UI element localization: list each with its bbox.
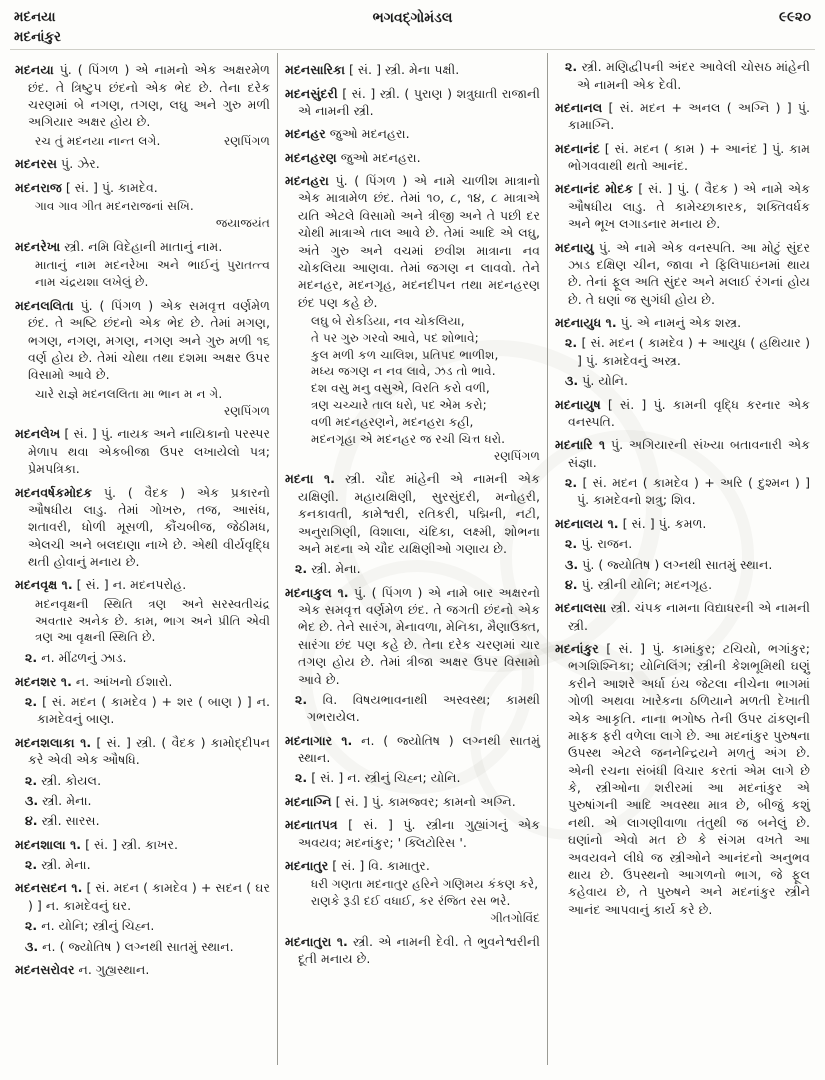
entry-sense: ૨. સ્ત્રી. મેના. [295, 561, 361, 577]
headword: મદનસરોવર [15, 961, 75, 977]
headword: મદનાયુ [555, 239, 594, 255]
dictionary-entry: મદના ૧. સ્ત્રી. ચૌદ માંહેની એ નામની એક યક્ષિણી. મહાયક્ષિણી, સુરસુંદરી, મનોહરી, કનકાવતી, કામેશ્વરી, રતિકરી, પદ્મિની, નટી, અનુરાગિણી, વિશાલા, ચંદિકા, લક્ષ્મી, શોભના અને મદના એ ચૌદ યક્ષિણીઓ ગણાય છે. [285, 471, 540, 556]
quote-text: ગાવ ગાવ ગીત મદનરાજનાં સખિ. [35, 199, 194, 214]
headword: મદનહર [285, 126, 326, 142]
sense-number: ૨. [25, 772, 38, 788]
verse-line: દશ વસુ મનુ વસુએ, વિરતિ કરો વળી, [311, 381, 490, 396]
sense-number: ૨. [295, 561, 308, 577]
entry-sense: ૨. ન. મીંઢળનું ઝાડ. [25, 650, 127, 666]
dictionary-entry: મદનશલાકા ૧. [ સં. ] સ્ત્રી. ( વૈદક ) કામોદ્દીપન કરે એવી એક ઔષધિ. [15, 734, 270, 768]
dictionary-entry: મદનાયુધ ૧. પું. એ નામનું એક શસ્ત્ર. [555, 315, 742, 330]
headword: મદનાગ્નિ [285, 793, 332, 809]
sense-number: ૨. [565, 335, 578, 351]
dictionary-entry: મદનસારિકા [ સં. ] સ્ત્રી. મેના પક્ષી. [285, 62, 460, 78]
dictionary-entry: મદનાંકુર [ સં. ] પું. કામાંકુર; ટચિયો, ભગાંકુર; ભગશિશ્નિકા; યોનિલિંગ; સ્ત્રીની કેશભૂમિથી ઘણું કરીને આશરે અર્ધા ઇંચ જેટલા નીચેના ભાગમાં ગોળી અથવા ખારેકના ઠળિયાને મળતી દેખાતી એક આકૃતિ. નાના ભગોષ્ઠ તેની ઉપર ઢાંકણની માફક ફરી વળેલા લાગે છે. આ મદનાંકુર પુરુષના ઉપસ્થ એટલે જનનેન્દ્રિયને મળતું અંગ છે. એની રચના સંબંધી વિચાર કરતાં એમ લાગે છે કે, સ્ત્રીઓના શરીરમાં આ મદનાંકુર એ પુરુષાંગની આદિ અવસ્થા માત્ર છે, બીજું કશું નથી. એ લાગણીવાળા તંતુથી જ બનેલું છે. ઘણાંનો એવો મત છે કે સંગમ વખતે આ અવયવને લીધે જ સ્ત્રીઓને આનંદનો અનુભવ થાય છે. ઉપસ્થનો આગળનો ભાગ, જે ફૂલ કહેવાય છે, તે પુરુષને અને મદનાંકુર સ્ત્રીને આનંદ આપવાનું કાર્ય કરે છે. [555, 641, 810, 917]
entry-sense: ૨. વિ. વિષયભાવનાથી અસ્વસ્થ; કામથી ગભરાયેલ. [295, 691, 540, 725]
dictionary-entry: મદનહરણ જુઓ મદનહરા. [285, 149, 421, 165]
column-3 [547, 53, 817, 1065]
headword: મદનલલિતા [15, 297, 74, 313]
headword: મદનવર્ષકમોદક [15, 484, 93, 500]
headword: મદનરસ [15, 156, 58, 172]
guide-word-top: મદનયા [14, 9, 56, 25]
dictionary-entry: મદનાલસા સ્ત્રી. ચંપક નામના વિદ્યાધરની એ નામની સ્ત્રી. [555, 600, 810, 633]
dictionary-entry: મદનસદન ૧. [ સં. મદન ( કામદેવ ) + સદન ( ઘર ) ] ન. કામદેવનું ઘર. [15, 880, 270, 913]
dictionary-entry: મદનાતપત્ર [ સં. ] પું. સ્ત્રીના ગુહ્યાંગનું એક અવયવ; મદનાંકુર; ' ક્લિટોરિસ '. [285, 817, 540, 850]
entry-sense: ૨. સ્ત્રી. મણિદ્વીપની અંદર આવેલી ચોસઠ માંહેની એ નામની એક દેવી. [565, 59, 810, 92]
headword: મદનાનંદ [555, 140, 600, 156]
page-header [0, 0, 825, 47]
citation-source: જયાજયંત [215, 216, 270, 231]
quote-text: ચારે રાજ્ઞે મદનલલિતા મા ભાન મ ન ગે. [35, 386, 223, 401]
dictionary-entry: મદનાયુ પું. એ નામે એક વનસ્પતિ. આ મોટું સુંદર ઝાડ દક્ષિણ ચીન, જાવા ને ફિલિપાઇનમાં થાય છે. તેનાં ફૂલ અતિ સુંદર અને મલાઈ રંગનાં હોય છે. તે ઘણાં જ સુગંધી હોય છે. [555, 239, 810, 307]
sense-number: ૪. [25, 813, 38, 829]
headword: મદના ૧. [285, 471, 335, 487]
verse-line: કુલ મળી કળ ચાલિશ, પ્રતિપદ ભાળીશ, [311, 347, 499, 362]
headword: મદનાનંદ મોદક [555, 181, 634, 197]
sense-number: ૨. [295, 691, 308, 707]
entry-sense: ૨. [ સં. ] ન. સ્ત્રીનું ચિહ્ન; યોનિ. [295, 770, 461, 786]
citation-source: ગીતગોવિંદ [490, 910, 540, 925]
sense-number: ૩. [25, 938, 39, 954]
quote-text: માતાનું નામ મદનરેખા અને ભાઈનું નામ ચંદ્રયશા લખેલું છે. [35, 258, 219, 290]
headword: મદનાકુલ ૧. [285, 584, 349, 600]
dictionary-entry: મદનાકુલ ૧. પું. ( પિંગળ ) એ નામે બાર અક્ષરનો એક સમવૃત્ત વર્ણમેળ છંદ. તે જગતી છંદનો એક ભેદ છે. તેને સારંગ, મેનાવળા, મેનિકા, મૈણાઉક્ત, સારંગા છંદ પણ કહે છે. તેના દરેક ચરણમાં ચાર તગણ હોય છે. તેમાં ત્રીજા અક્ષર ઉપર વિસામો આવે છે. [285, 584, 540, 687]
headword: મદનવૃક્ષ ૧. [15, 577, 73, 593]
headword: મદનાલસા [555, 600, 607, 616]
headword: મદનહરણ [285, 149, 337, 165]
headword: મદનાતુરા ૧. [285, 933, 348, 949]
dictionary-entry: મદનલલિતા પું. ( પિંગળ ) એક સમવૃત્ત વર્ણમેળ છંદ. તે અષ્ટિ છંદનો એક ભેદ છે. તેમાં મગણ, ભગણ, નગણ, મગણ, નગણ અને ગુરુ મળી ૧૬ વર્ણ હોય છે. તેમાં ચોથા તથા દશમા અક્ષર ઉપર વિસામો આવે છે. [15, 297, 270, 383]
verse-line: મદનગૃહા એ મદનહર જ રચી ચિત્ત ધરો. [311, 431, 506, 446]
entry-sense: ૩. ન. ( જ્યોતિષ ) લગ્નથી સાતમું સ્થાન. [25, 938, 234, 954]
quote-text: મદનવૃક્ષની સ્થિતિ ત્રણ અને અવતાર અનેક છે. કામ, ભાગ અને પ્રીતિ એવી ત્રણ આ વૃક્ષની સ્થિતિ છે. [35, 596, 270, 645]
sense-number: ૨. [565, 59, 578, 75]
headword: મદનાયુષ [555, 396, 601, 412]
dictionary-entry: મદનાગ્નિ [ સં. ] પું. કામજ્વર; કામનો અગ્નિ. [285, 793, 516, 809]
dictionary-entry: મદનયા પું. ( પિંગળ ) એ નામનો એક અક્ષરમેળ છંદ. તે ત્રિષ્ટુપ છંદનો એક ભેદ છે. તેના દરેક ચરણમાં બે નગણ, તગણ, લઘુ અને ગુરુ મળી અગિયાર અક્ષર હોય છે. [15, 62, 270, 130]
dictionary-entry: મદનરેખા સ્ત્રી. નમિ વિદેહાની માતાનું નામ. [15, 238, 223, 254]
dictionary-entry: મદનાનંદ મોદક [ સં. ] પું. ( વૈદક ) એ નામે એક ઔષધીય લાડુ. તે કામેચ્છાકારક, શક્તિવર્ધક અને ભૂખ લગાડનાર મનાય છે. [555, 181, 810, 232]
sense-number: ૨. [25, 694, 38, 710]
dictionary-entry: મદનાનંદ [ સં. મદન ( કામ ) + આનંદ ] પું. કામ ભોગવવાથી થતો આનંદ. [555, 140, 810, 173]
entry-sense: ૨. સ્ત્રી. મેના. [25, 857, 91, 873]
entry-sense: ૨. [ સં. મદન ( કામદેવ ) + અરિ ( દુશ્મન ) ] પું. કામદેવનો શત્રુ; શિવ. [565, 475, 810, 508]
citation-quote [35, 386, 270, 403]
headword: મદનલેખ [15, 426, 61, 442]
headword: મદનહરા [285, 173, 329, 188]
dictionary-entry: મદનાતુર [ સં. ] વિ. કામાતુર. [285, 857, 430, 873]
dictionary-entry: મદનસરોવર ન. ગુહ્યસ્થાન. [15, 961, 150, 977]
verse-line: વળી મદનહરણને, મદનહરા કહી, [311, 414, 474, 429]
sense-number: ૩. [565, 373, 579, 389]
verse-line: ધરી ગણતા મદનાતુર હરિને ગણિમય કંકણ કરે, [311, 877, 539, 892]
dictionary-entry: મદનવર્ષકમોદક પું. ( વૈદક ) એક પ્રકારનો ઔષધીય લાડુ. તેમાં ગોખરુ, તજ, આસંધ, શતાવરી, ધોળી મૂસળી, કૌંચબીજ, જેઠીમધ, એલચી અને બલદાણા નાખે છે. એથી વીર્યવૃદ્ધિ થતી હોવાનું મનાય છે. [15, 484, 270, 570]
headword: મદનશાલા ૧. [15, 836, 82, 852]
headword: મદનસારિકા [285, 62, 345, 78]
sense-number: ૪. [565, 576, 578, 592]
column-2 [277, 53, 547, 1065]
citation-quote [35, 198, 270, 215]
entry-sense: ૩. પું. યોનિ. [565, 373, 629, 389]
citation-quote [35, 596, 270, 646]
verse-line: ત્રણ ચચ્ચારે તાલ ધરો, પદ એમ કરો; [311, 398, 487, 413]
dictionary-entry: મદનરસ પું. ઝેર. [15, 156, 100, 172]
headword: મદનાતપત્ર [285, 817, 338, 833]
verse-block [285, 313, 540, 448]
headword: મદનશલાકા ૧. [15, 734, 92, 750]
headword: મદનસુંદરી [285, 85, 338, 101]
guide-words [14, 8, 214, 47]
headword: મદનાતુર [285, 857, 329, 873]
verse-line: તે પર ગુરુ ગરવો આવે, પદ શોભાવે; [311, 330, 479, 345]
dictionary-entry: મદનવૃક્ષ ૧. [ સં. ] ન. મદનપરોહ. [15, 577, 187, 593]
verse-line: રાણકે રૂડી દઈ વધાઈ, કર રંજિત રસ ભરે. [311, 894, 511, 909]
dictionary-entry: મદનહર જુઓ મદનહરા. [285, 126, 410, 142]
text-columns [0, 50, 825, 1065]
sense-number: ૨. [295, 770, 308, 786]
dictionary-entry: મદનલેખ [ સં. ] પું. નાયક અને નાયિકાનો પરસ્પર મેળાપ થવા એકબીજા ઉપર લખાયેલો પત્ર; પ્રેમપત્રિકા. [15, 426, 270, 477]
sense-number: ૩. [25, 792, 39, 808]
dictionary-entry: મદનશાલા ૧. [ સં. ] સ્ત્રી. કાખર. [15, 836, 178, 852]
headword: મદનાગાર ૧. [285, 732, 353, 748]
entry-sense: ૩. પું. ( જ્યોતિષ ) લગ્નથી સાતમું સ્થાન. [565, 556, 773, 572]
dictionary-entry: મદનાયુષ [ સં. ] પું. કામની વૃદ્ધિ કરનાર એક વનસ્પતિ. [555, 396, 810, 429]
entry-sense: ૩. સ્ત્રી. મેના. [25, 792, 92, 808]
citation-quote [35, 133, 270, 150]
entry-sense: ૨. [ સં. મદન ( કામદેવ ) + આયુધ ( હથિયાર ) ] પું. કામદેવનું અસ્ત્ર. [565, 335, 810, 368]
verse-line: મધ્ય જગણ ન નવ લાવે, ઝડ તો ભાવે. [311, 364, 496, 379]
headword: મદનશર ૧. [15, 673, 72, 689]
citation-source: રણપિંગળ [494, 448, 540, 463]
sense-number: ૩. [565, 556, 579, 572]
book-title: ભગવદ્ગોમંડલ [372, 10, 453, 26]
headword: મદનાનલ [555, 99, 603, 115]
entry-sense: ૨. પું. રાજન. [565, 536, 633, 552]
headword: મદનાંકુર [555, 641, 599, 656]
page-number: ૯૯૨૦ [778, 9, 811, 25]
verse-line: લઘુ બે રોકડિયા, નવ ચોકલિયા, [311, 314, 465, 328]
sense-number: ૨. [25, 857, 38, 873]
dictionary-entry: મદનસુંદરી [ સં. ] સ્ત્રી. ( પુરાણ ) શત્રુઘાતી રાજાની એ નામની સ્ત્રી. [285, 85, 540, 118]
citation-source: પુરાતત્ત્વ [226, 258, 270, 273]
entry-sense: ૪. પું. સ્ત્રીની યોનિ; મદનગૃહ. [565, 576, 713, 592]
sense-number: ૨. [565, 536, 578, 552]
guide-word-bottom: મદનાંકુર [14, 28, 61, 45]
dictionary-entry: મદનશર ૧. ન. આંખનો ઈશારો. [15, 673, 173, 689]
verse-block [285, 876, 540, 910]
entry-sense: ૨. ન. યોનિ; સ્ત્રીનું ચિહ્ન. [25, 918, 155, 934]
sense-number: ૨. [25, 918, 38, 934]
citation-source: રણપિંગળ [224, 133, 270, 148]
headword: મદનયા [15, 62, 54, 78]
entry-sense: ૨. [ સં. મદન ( કામદેવ ) + શર ( બાણ ) ] ન. કામદેવનું બાણ. [25, 694, 270, 727]
dictionary-entry: મદનારિ ૧ પું. અગિયારની સંખ્યા બતાવનારી એક સંજ્ઞા. [555, 437, 810, 470]
dictionary-entry: મદનાતુરા ૧. સ્ત્રી. એ નામની દેવી. તે ભુવનેશ્વરીની દૂતી મનાય છે. [285, 933, 541, 967]
citation-quote [35, 257, 270, 291]
dictionary-entry: મદનાગાર ૧. ન. ( જ્યોતિષ ) લગ્નથી સાતમું સ્થાન. [285, 732, 540, 766]
column-1 [8, 53, 277, 1065]
headword: મદનાલય ૧. [555, 515, 619, 531]
citation-source: રણપિંગળ [224, 403, 270, 418]
dictionary-entry: મદનાનલ [ સં. મદન + અનલ ( અગ્નિ ) ] પું. કામાગ્નિ. [555, 99, 810, 133]
headword: મદનારિ ૧ [555, 437, 606, 453]
entry-sense: ૪. સ્ત્રી. સારસ. [25, 813, 100, 829]
headword: મદનરાજ [15, 179, 62, 195]
citation-source: સરસ્વતીચંદ્ર [211, 596, 270, 611]
entry-sense: ૨. સ્ત્રી. કોયલ. [25, 772, 102, 788]
headword: મદનાયુધ ૧. [555, 315, 617, 330]
headword: મદનરેખા [15, 238, 61, 254]
sense-number: ૨. [565, 475, 578, 490]
dictionary-entry: મદનાલય ૧. [ સં. ] પું. કમળ. [555, 515, 707, 531]
quote-text: રચ તું મદનયા નાન્ત લગે. [35, 133, 161, 148]
sense-number: ૨. [25, 650, 38, 666]
dictionary-entry: મદનરાજ [ સં. ] પું. કામદેવ. [15, 179, 158, 195]
dictionary-entry: મદનહરા પું. ( પિંગળ ) એ નામે ચાળીશ માત્રાનો એક માત્રામેળ છંદ. તેમાં ૧૦, ૮, ૧૪, ૮ માત્રાએ યતિ એટલે વિસામો અને ત્રીજી અને તે પછી દર ચોથી માત્રાએ તાલ આવે છે. તેમાં આદિ એ લઘુ, અંતે ગુરુ અને વચમાં છવીશ માત્રાના નવ ચોકલિયા આણવા. તેમાં જગણ ન લાવવો. તેને મદનહર, મદનગૃહ, મદનદીપન તથા મદનહરણ છંદ પણ કહે છે. [285, 173, 540, 310]
headword: મદનસદન ૧. [15, 880, 83, 896]
